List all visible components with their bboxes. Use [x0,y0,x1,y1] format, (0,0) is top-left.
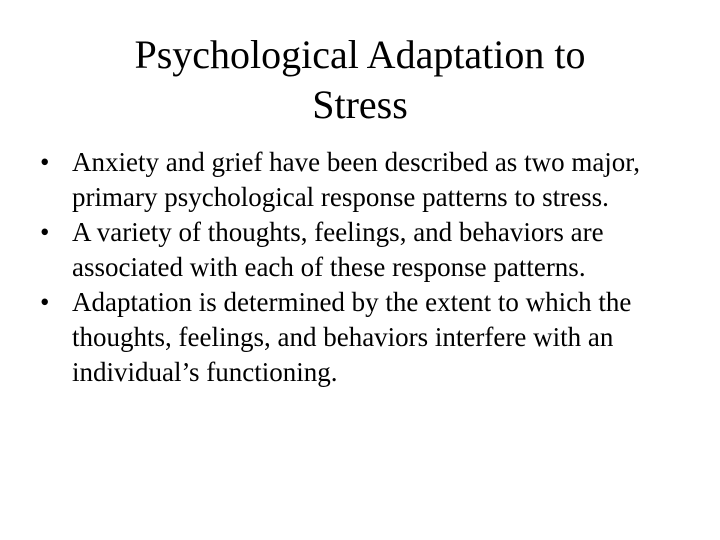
bullet-text: A variety of thoughts, feelings, and behaviors are associated with each of these response patterns. [72,217,604,282]
bullet-item-thoughts-feelings [36,215,696,285]
bullet-text: Adaptation is determined by the extent to which the thoughts, feelings, and behaviors interfere with an individual’s functioning. [72,287,632,387]
slide-title-line-1: Psychological Adaptation to [134,32,586,77]
bullet-list [36,145,696,390]
slide-title-line-2: Stress [312,82,408,127]
bullet-text: Anxiety and grief have been described as two major, primary psychological response patterns to stress. [72,147,640,212]
bullet-icon: • [40,147,50,177]
bullet-item-adaptation [36,285,696,390]
bullet-icon: • [40,287,50,317]
bullet-icon: • [40,217,50,247]
bullet-item-anxiety-grief [36,145,696,215]
slide-title [36,30,684,130]
